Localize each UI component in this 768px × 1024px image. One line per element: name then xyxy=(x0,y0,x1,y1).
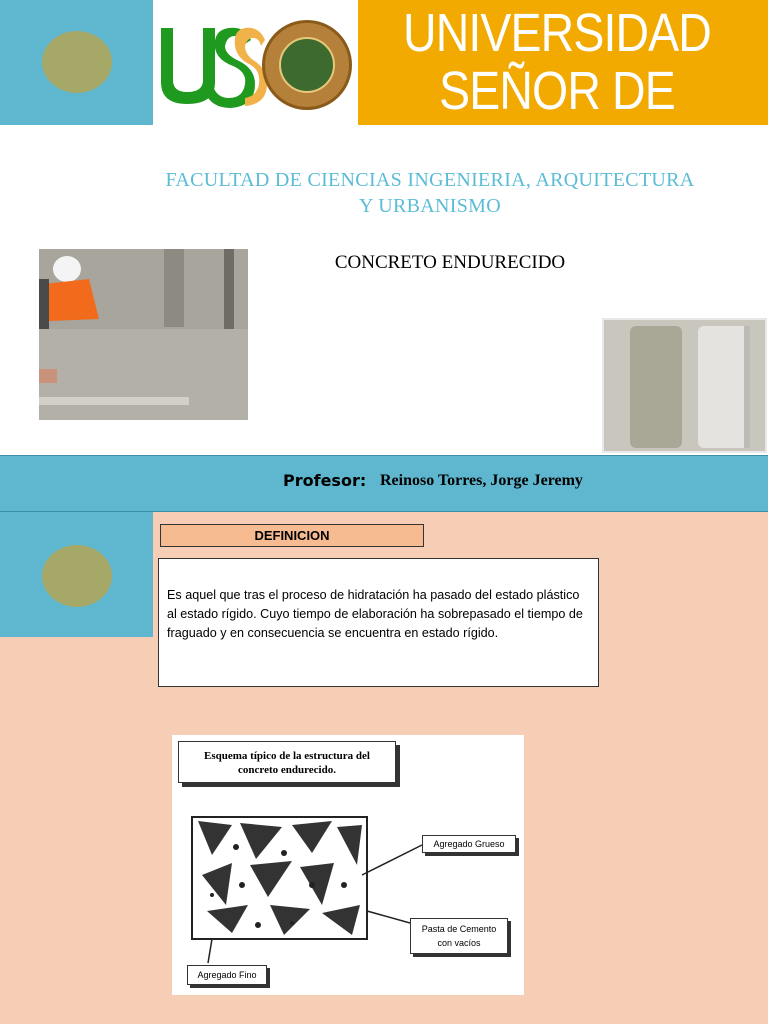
diagram-title-line-2: concreto endurecido. xyxy=(238,764,336,776)
worker-photo xyxy=(39,249,248,420)
faculty-line-2: Y URBANISMO xyxy=(358,195,502,217)
university-title xyxy=(381,4,734,178)
label-coarse-aggregate: Agregado Grueso xyxy=(422,835,516,853)
label-paste-line-2: con vacíos xyxy=(437,938,481,948)
decorative-circle xyxy=(42,545,112,607)
professor-name: Reinoso Torres, Jorge Jeremy xyxy=(380,472,583,489)
seal-center-icon xyxy=(279,37,335,93)
professor-label: Profesor: xyxy=(283,471,367,490)
title-line-1: UNIVERSIDAD xyxy=(403,3,711,63)
faculty-line-1: FACULTAD DE CIENCIAS INGENIERIA, ARQUITECTURA xyxy=(165,169,695,191)
definition-heading: DEFINICION xyxy=(160,524,424,547)
label-cement-paste xyxy=(410,918,508,954)
worker-image-icon xyxy=(39,249,248,420)
title-line-2: SEÑOR DE SIPAN xyxy=(439,61,675,179)
diagram-title-line-1: Esquema típico de la estructura del xyxy=(204,750,370,762)
label-fine-aggregate: Agregado Fino xyxy=(187,965,267,985)
concrete-cylinders-photo xyxy=(602,318,767,453)
topic-title: CONCRETO ENDURECIDO xyxy=(334,252,566,273)
diagram-title xyxy=(178,741,396,783)
decorative-circle xyxy=(42,31,112,93)
definition-box xyxy=(158,558,599,687)
cylinders-image-icon xyxy=(604,320,765,451)
label-paste-line-1: Pasta de Cemento xyxy=(421,924,497,934)
faculty-title xyxy=(100,167,760,219)
definition-text: Es aquel que tras el proceso de hidratación ha pasado del estado plástico al estado rígido. Cuyo tiempo de elaboración ha sobrepasado el tiempo de fraguado y en consecuencia se encuentra en estado rígido. xyxy=(167,588,583,640)
